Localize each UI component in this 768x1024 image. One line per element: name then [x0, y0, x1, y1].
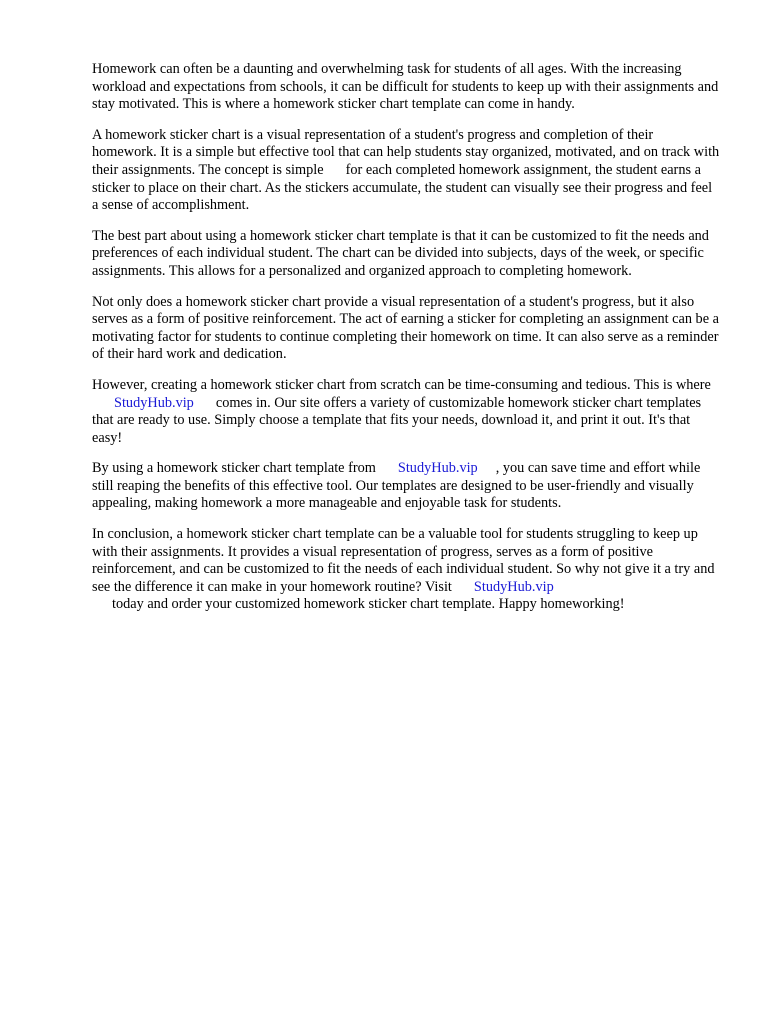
paragraph-studyhub-offer-text-a: However, creating a homework sticker chart from scratch can be time-consuming and tedious. This is where: [92, 376, 711, 393]
paragraph-studyhub-offer: [92, 377, 720, 447]
paragraph-intro-text: Homework can often be a daunting and overwhelming task for students of all ages. With the increasing workload and expectations from schools, it can be difficult for students to keep up with their assignments and stay motivated. This is where a homework sticker chart template can come in handy.: [92, 61, 719, 113]
paragraph-benefits-text-b: , you can save time and effort while still reaping the benefits of this effective tool. Our templates are designed to be user-friendly and visually appealing, making homework a more manageable and enjoyable task for students.: [92, 460, 701, 512]
paragraph-definition-text-b: for each completed homework assignment, the student earns a sticker to place on their chart. As the stickers accumulate, the student can visually see their progress and feel a sense of accomplishment.: [92, 161, 713, 214]
paragraph-reinforcement-text: Not only does a homework sticker chart provide a visual representation of a student's progress, but it also serves as a form of positive reinforcement. The act of earning a sticker for completing an assignment can be a motivating factor for students to continue completing their homework on time. It can also serve as a reminder of their hard work and dedication.: [92, 293, 719, 363]
paragraph-conclusion-text-b: today and order your customized homework sticker chart template. Happy homeworking!: [112, 596, 625, 613]
paragraph-reinforcement: [92, 294, 720, 364]
studyhub-link-3[interactable]: StudyHub.vip: [473, 578, 554, 595]
paragraph-intro: [92, 61, 720, 114]
paragraph-studyhub-offer-text-b: comes in. Our site offers a variety of customizable homework sticker chart templates that are ready to use. Simply choose a template that fits your needs, download it, and print it out. It's that easy!: [92, 394, 702, 446]
paragraph-conclusion: [92, 526, 720, 614]
paragraph-definition: [92, 127, 720, 215]
paragraph-benefits: [92, 460, 720, 513]
paragraph-customization-text: The best part about using a homework sticker chart template is that it can be customized to fit the needs and preferences of each individual student. The chart can be divided into subjects, days of the week, or specific assignments. This allows for a personalized and organized approach to completing homework.: [92, 227, 709, 279]
paragraph-benefits-text-a: By using a homework sticker chart template from: [92, 460, 376, 477]
paragraph-conclusion-text-a: In conclusion, a homework sticker chart template can be a valuable tool for students struggling to keep up with their assignments. It provides a visual representation of progress, serves as a form of positive reinforcement, and can be customized to fit the needs of each individual student. So why not give it a try and see the difference it can make in your homework routine? Visit: [92, 526, 715, 595]
paragraph-definition-text-a: A homework sticker chart is a visual representation of a student's progress and completion of their homework. It is a simple but effective tool that can help students stay organized, motivated, and on track with their assignments. The concept is simple: [92, 126, 720, 178]
studyhub-link-1[interactable]: StudyHub.vip: [114, 394, 194, 411]
paragraph-customization: [92, 228, 720, 281]
studyhub-link-2[interactable]: StudyHub.vip: [397, 460, 478, 477]
